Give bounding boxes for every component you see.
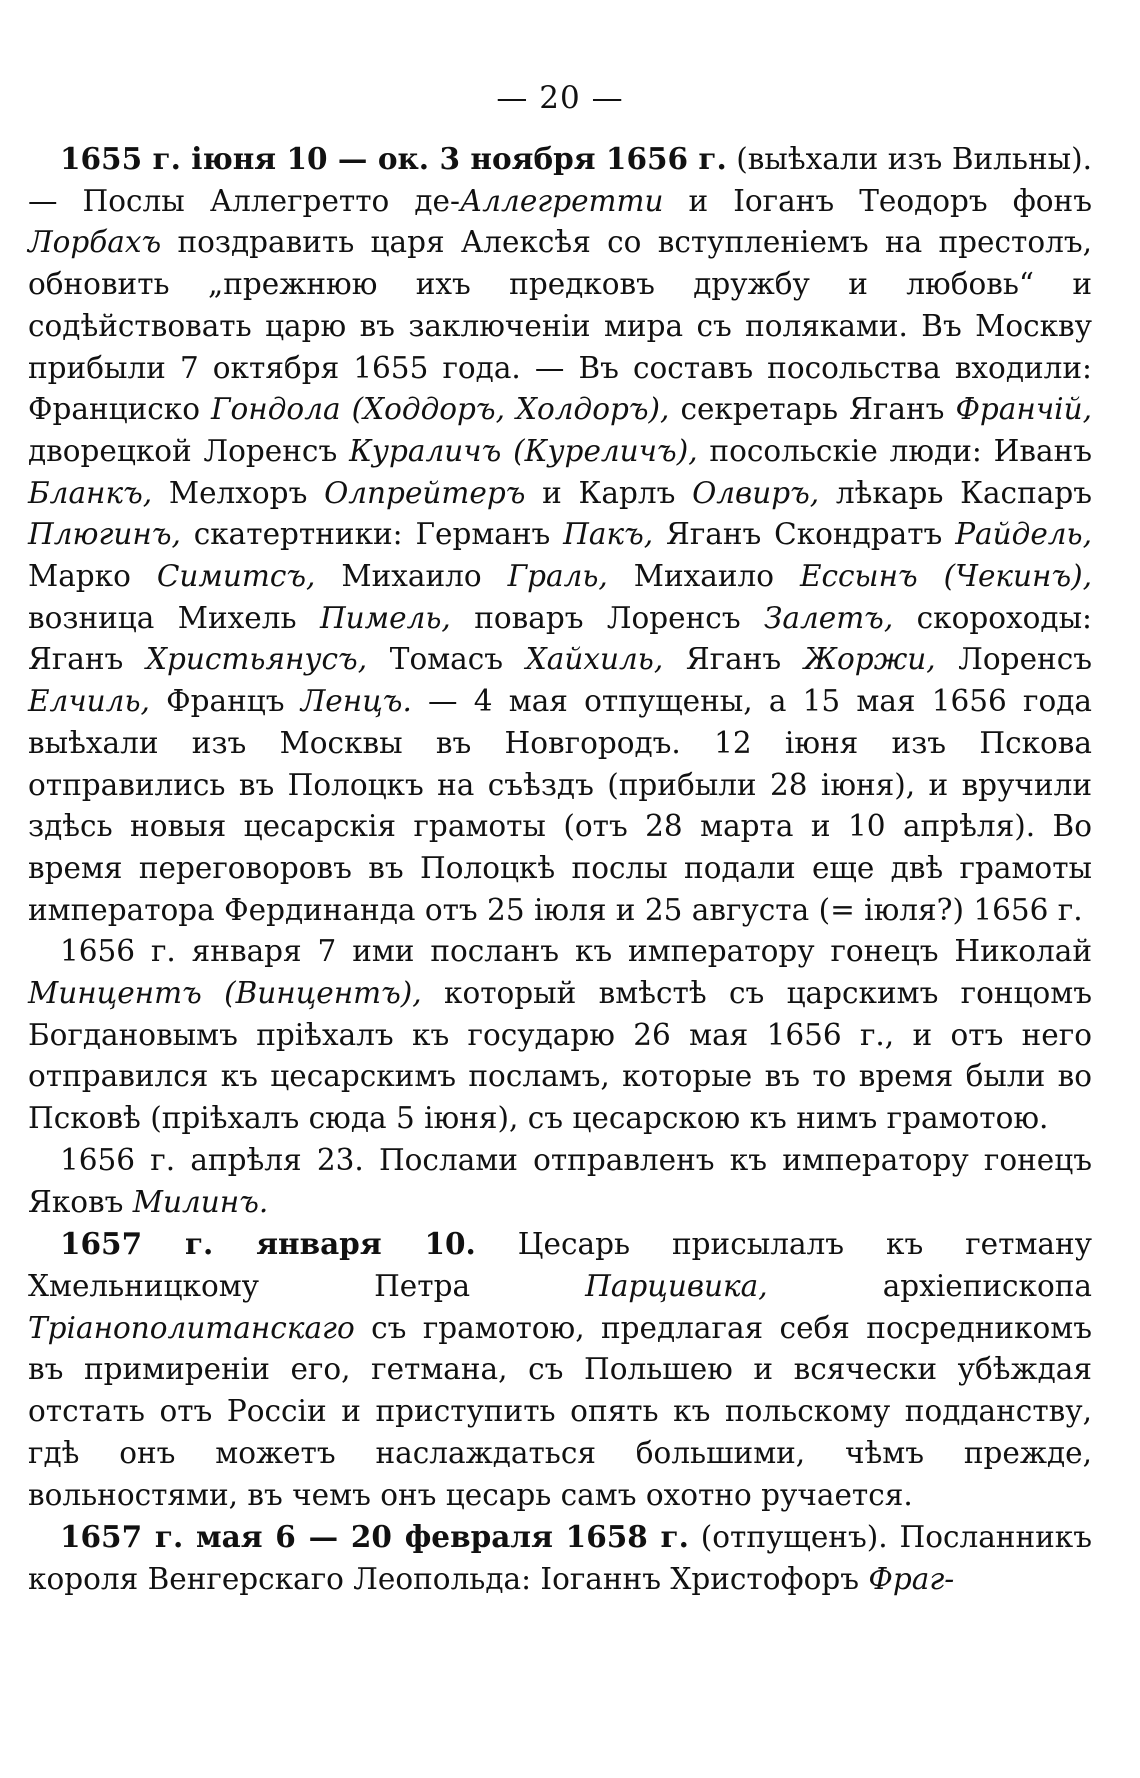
body-text [28,138,1092,1601]
entry-text: 1656 г. января 7 ими посланъ къ императору гонецъ Николай [60,934,1092,969]
entry-text: и Іоганъ Теодоръ фонъ [663,183,1092,218]
entry-text: поваръ Лоренсъ [450,600,764,635]
italic-name: Лорбахъ [28,225,162,260]
entry-text: Яганъ [663,642,804,677]
entry-text: секретарь Яганъ [669,392,956,427]
entry-text: Томасъ [367,642,526,677]
italic-name: Парцивика, [585,1268,768,1303]
italic-name: Христьянусъ, [146,642,368,677]
entry-date-heading: 1657 г. января 10. [60,1226,476,1262]
italic-name: Милинъ. [132,1184,269,1219]
entry-text: (выѣхали изъ Вильны). — Послы Аллегретто де- [28,142,1092,218]
entry-1655 [28,138,1092,931]
page-number: — 20 — [496,80,624,116]
italic-name: Плюгинъ, [28,517,181,552]
italic-name: Гондола (Ходдоръ, Холдоръ), [211,392,670,427]
entry-text: посольскіе люди: Иванъ [697,433,1092,468]
entry-date-heading: 1657 г. мая 6 — 20 февраля 1658 г. [60,1519,689,1555]
italic-name: Залетъ, [764,600,894,635]
italic-name: Кураличъ (Курeличъ), [349,433,698,468]
entry-text: Лоренсъ [935,642,1092,677]
italic-name: Райдель, [955,517,1092,552]
entry-text: Яганъ Скондратъ [653,517,956,552]
entry-text: съ грамотою, предлагая себя посредникомъ въ примиреніи его, гетмана, съ Польшею и всячески убѣждая отстать отъ Россіи и приступить опять къ польскому подданству, гдѣ онъ можетъ наслаждаться большими, чѣмъ прежде, вольностями, въ чемъ онъ цесарь самъ охотно ручается. [28,1310,1092,1512]
italic-name: Ессынъ (Чекинъ), [799,559,1092,594]
italic-name: Елчиль, [28,684,150,719]
italic-name: Граль, [507,559,608,594]
italic-name: Тріанополитанскаго [28,1310,355,1345]
entry-text: скатертники: Германъ [180,517,564,552]
entry-text: скороходы: Яганъ [28,600,1092,677]
entry-text: Михаило [315,559,508,594]
entry-text: и Карлъ [525,475,693,510]
entry-text: 1656 г. апрѣля 23. Послами отправленъ къ императору гонецъ Яковъ [28,1142,1092,1219]
entry-1656-01 [28,931,1092,1140]
entry-text: (отпущенъ). Посланникъ короля Венгерскаго Леопольда: Іоганнъ Христофоръ [28,1520,1093,1596]
italic-name: Фраг- [868,1561,955,1596]
entry-date-heading: 1655 г. іюня 10 — ок. 3 ноября 1656 г. [60,141,727,176]
italic-name: Пимель, [319,600,451,635]
entry-text: Михаило [607,559,800,594]
italic-name: Хайхиль, [525,642,664,677]
entry-text: Цесарь присылалъ къ гетману Хмельницкому Петра [28,1227,1092,1303]
italic-name: Жоржи, [803,642,936,677]
entry-1657-01 [28,1223,1092,1516]
entry-text: Мелхоръ [152,475,325,510]
italic-name: Олвиръ, [692,475,820,510]
italic-name: Симитсъ, [156,559,316,594]
italic-name: Олпрейтеръ [324,475,526,510]
entry-text: дворецкой Лоренсъ [28,433,350,468]
entry-1656-04 [28,1140,1092,1223]
italic-name: Бланкъ, [28,475,153,510]
italic-name: Франчій, [955,392,1092,427]
entry-1657-05 [28,1516,1092,1600]
entry-text: архіепископа [767,1268,1092,1303]
entry-text: возница Михель [28,600,320,635]
italic-name: Пакъ, [563,517,654,552]
entry-text: Францъ [149,684,301,719]
entry-text: который вмѣстѣ съ царскимъ гонцомъ Богдановымъ пріѣхалъ къ государю 26 мая 1656 г., и отъ него отправился къ цесарскимъ посламъ, которые въ то время были во Псковѣ (пріѣхалъ сюда 5 іюня), съ цесарскою къ нимъ грамотою. [28,976,1092,1136]
italic-name: Аллегретти [459,183,664,218]
entry-text: — 4 мая отпущены, а 15 мая 1656 года выѣхали изъ Москвы въ Новгородъ. 12 іюня изъ Пскова отправились въ Полоцкъ на съѣздъ (прибыли 28 іюня), и вручили здѣсь новыя цесарскія грамоты (отъ 28 марта и 10 апрѣля). Во время переговоровъ въ Полоцкѣ послы подали еще двѣ грамоты императора Фердинанда отъ 25 іюля и 25 августа (= іюля?) 1656 г. [28,684,1092,927]
entry-text: лѣкарь Каспаръ [819,475,1092,510]
italic-name: Ленцъ. [300,684,412,719]
italic-name: Минцентъ (Винцентъ), [28,976,422,1011]
entry-text: поздравить царя Алексѣя со вступленіемъ на престолъ, обновить „прежнюю ихъ предковъ дружбу и любовь“ и содѣйствовать царю въ заключеніи мира съ поляками. Въ Москву прибыли 7 октября 1655 года. — Въ составъ посольства входили: Франциско [28,225,1092,427]
entry-text: Марко [28,559,157,594]
